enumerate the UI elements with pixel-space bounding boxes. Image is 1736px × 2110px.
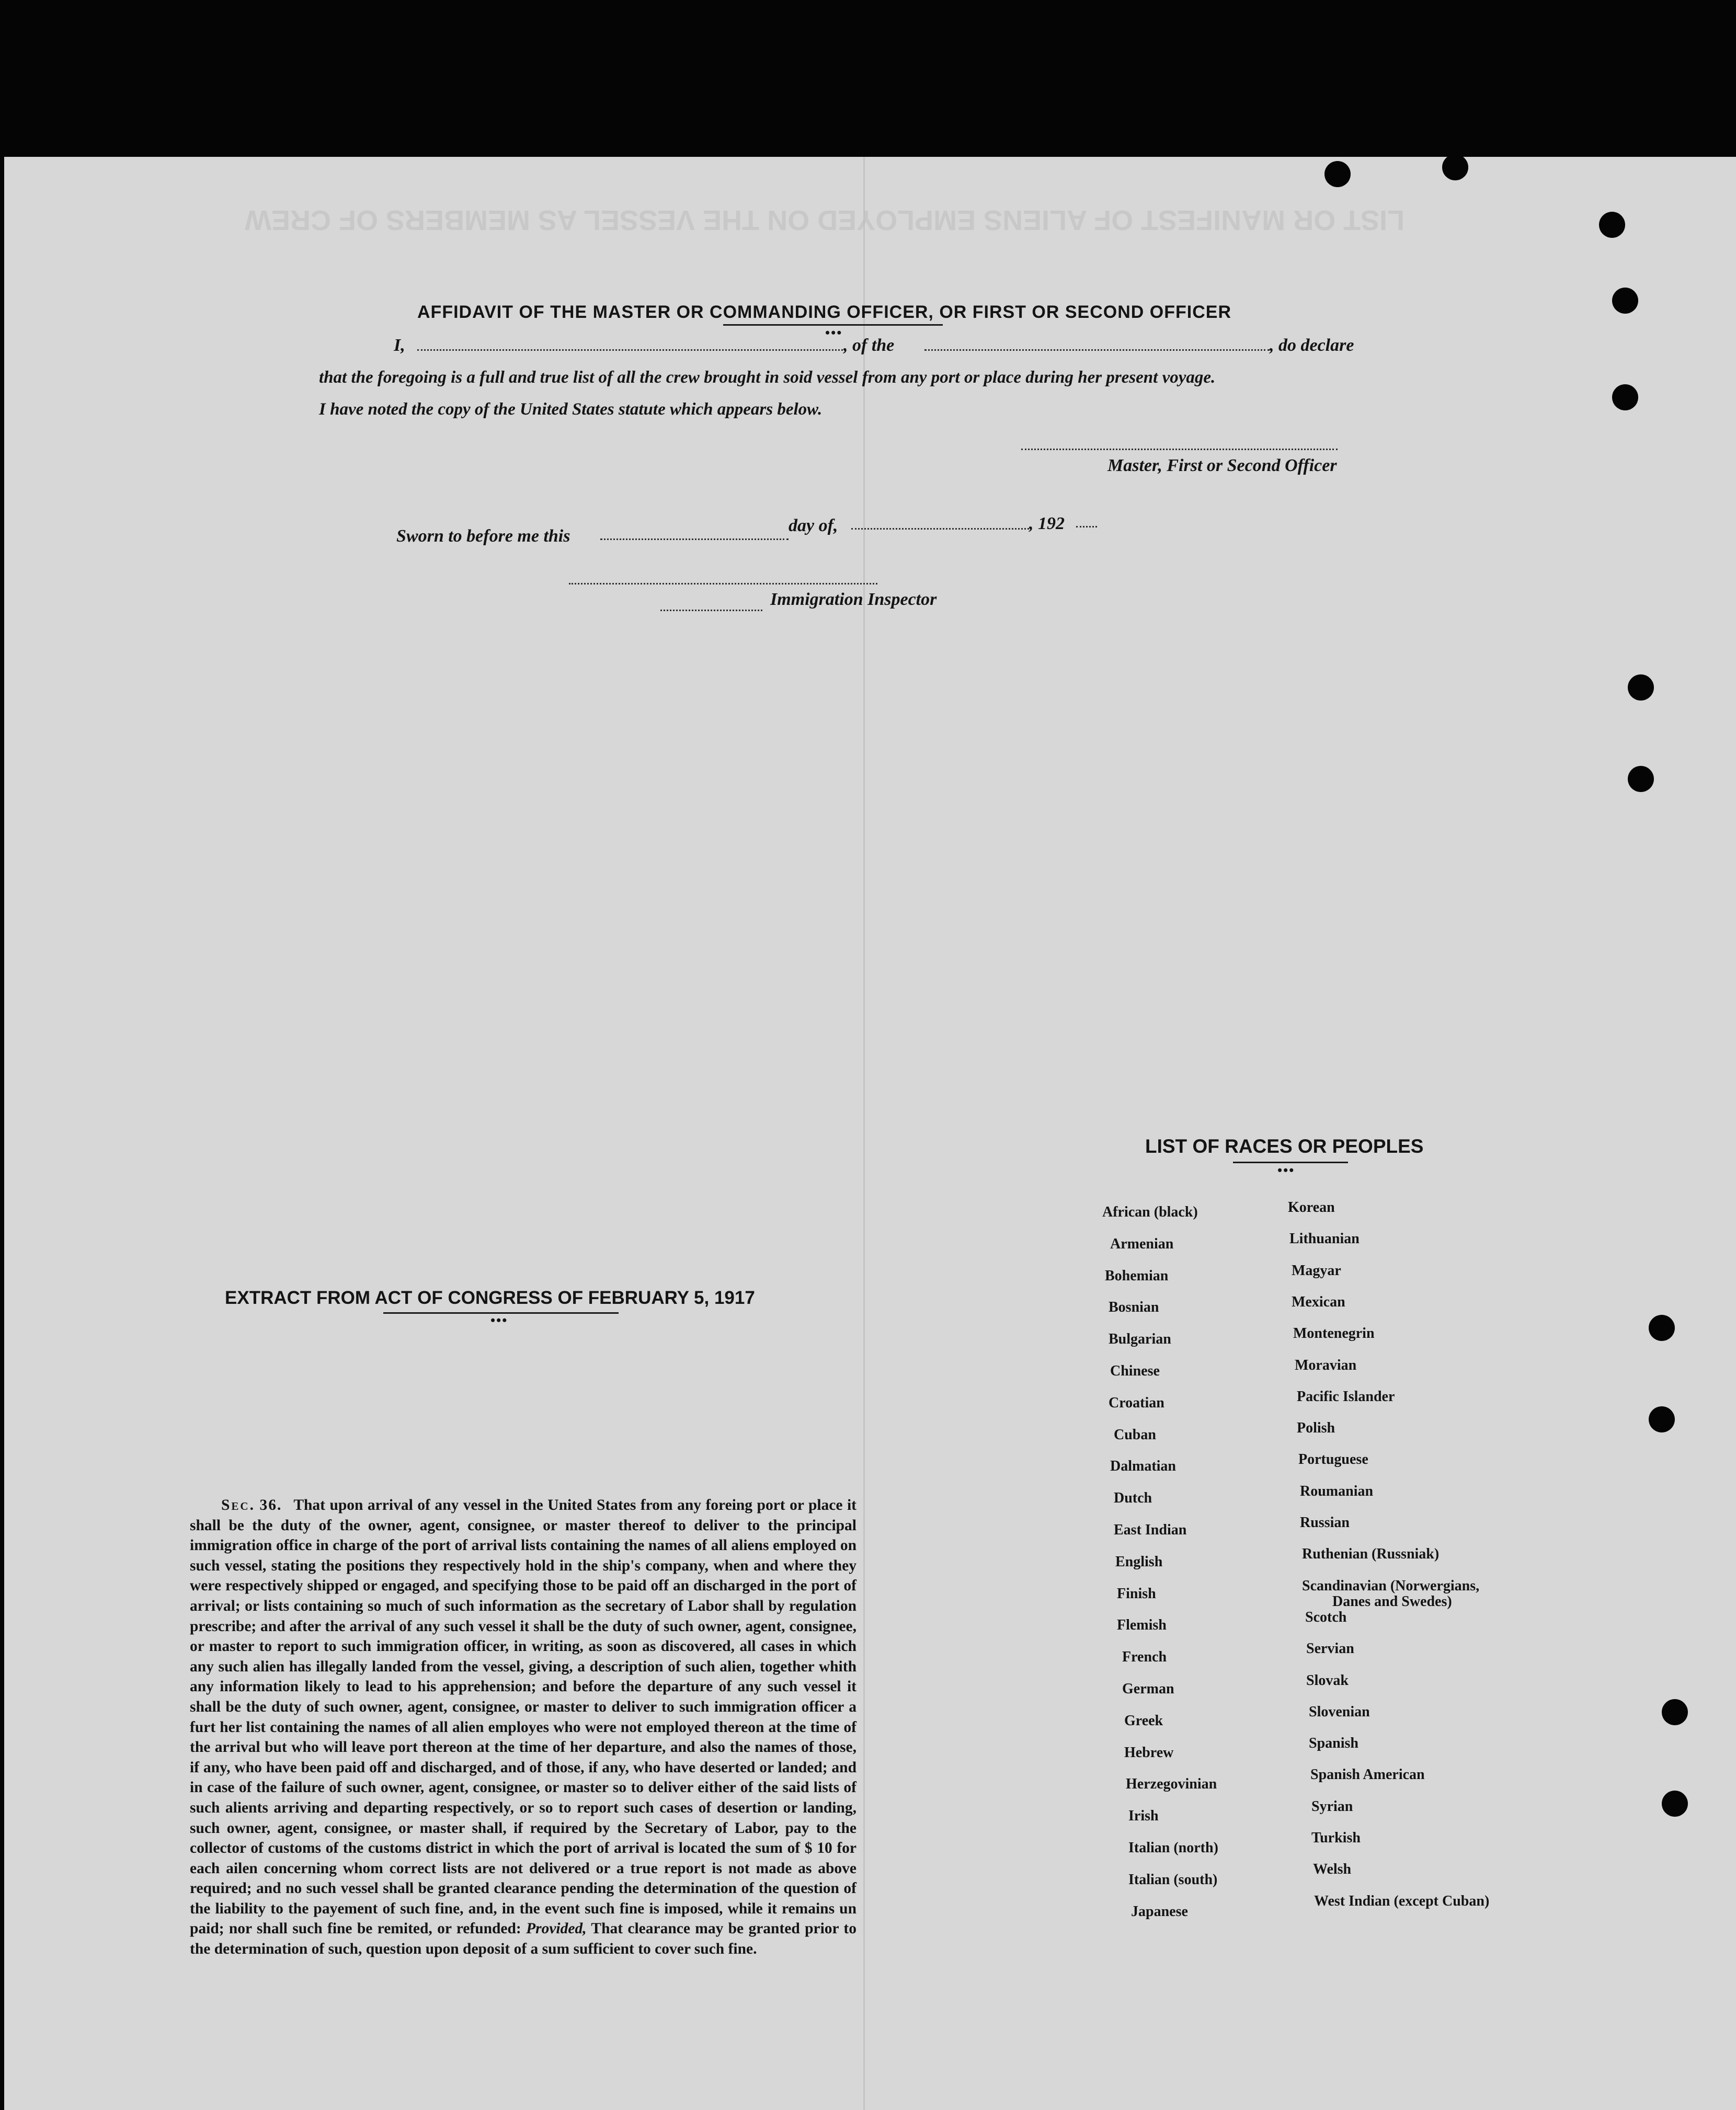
race-item: Herzegovinian [1126, 1776, 1217, 1793]
extract-sec-number: 36. [259, 1497, 282, 1513]
binder-hole [1628, 674, 1654, 701]
race-item: Moravian [1295, 1357, 1357, 1373]
race-item: Bulgarian [1109, 1331, 1171, 1348]
race-item: Slovak [1306, 1672, 1349, 1689]
race-item: Portuguese [1298, 1451, 1368, 1468]
race-item: Lithuanian [1289, 1231, 1360, 1247]
affidavit-i-label: I, [394, 336, 405, 355]
affidavit-do-declare: , do declare [1270, 336, 1354, 355]
extract-body-text: That upon arrival of any vessel in the United States from any foreing port or place it shall be the duty of the owner, agent, consignee, or master thereof to deliver to the principal immigration office in charge of the port of arrival lists containing the names of all aliens employed on such vessel, stating the positions they respectively hold in the ship's company, when and where they were respectively shipped or engaged, and specifying those to be paid off an discharged in the port of arrival; or lists containing so much of such information as the secretary of Labor shall by regulation prescribe; and after the arrival of any such vessel it shall be the duty of such owner, agent, consignee, or master to report to such immigration officer, in writing, as soon as discovered, all cases in which any such alien has illegally landed from the vessel, giving, a description of such alien, together whith any information likely to lead to his apprehension; and before the departure of any such vessel it shall be the duty of such owner, agent, consignee, or master to deliver to such immigration officer a furt her list containing the names of all alien employes who were not employed thereon at the time of the arrival but who will leave port thereon at the time of her departure, and also the names of those, if any, who have been paid off and discharged, and of those, if any, who have deserted or landed; and in case of the failure of such owner, agent, consignee, or master so to deliver either of the said lists of such alients arriving and departing respectively, or so to report such cases of desertion or landing, such owner, agent, consignee, or master shall, if required by the Secretary of Labor, pay to the collector of customs of the customs district in which the port of arrival is located the sum of $ 10 for each ailen concerning whom correct lists are not delivered or a true report is not made as above required; and no such vessel shall be granted clearance pending the determination of the question of the liability to the payement of such fine, and, in the event such fine is imposed, while it remains un paid; nor shall such fine be remited, or refunded: [190, 1497, 856, 1937]
extract-provided: Provided, [526, 1920, 587, 1937]
affidavit-signature-label: Master, First or Second Officer [1107, 456, 1337, 475]
affidavit-name-field[interactable] [417, 349, 846, 351]
binder-hole [1662, 1791, 1688, 1817]
affidavit-sworn: Sworn to before me this [396, 526, 570, 546]
affidavit-day-of: day of, [789, 516, 838, 535]
extract-body [190, 1495, 856, 1959]
binder-hole [1628, 766, 1654, 792]
affidavit-ornament: ••• [825, 325, 843, 340]
race-item: Armenian [1110, 1235, 1174, 1252]
extract-sec-label: Sec. [221, 1497, 255, 1513]
race-item: Magyar [1292, 1262, 1341, 1279]
race-item: Montenegrin [1293, 1325, 1375, 1342]
extract-tail: That clearance may be granted prior to the determination of such, question upon deposit of a sum sufficient to cover such fine. [190, 1920, 857, 1958]
race-item: Korean [1288, 1199, 1335, 1215]
race-item: Spanish American [1310, 1767, 1425, 1783]
binder-hole [1612, 288, 1638, 314]
race-item: Dutch [1114, 1490, 1152, 1507]
fold-crease [863, 157, 865, 2110]
race-item: Scandinavian (Norwergians, [1302, 1577, 1480, 1594]
extract-ornament: ••• [490, 1313, 508, 1328]
race-item: Russian [1300, 1515, 1350, 1531]
race-item: Slovenian [1309, 1703, 1370, 1720]
affidavit-month-field[interactable] [851, 528, 1029, 530]
race-item: Servian [1306, 1641, 1354, 1657]
affidavit-line1: that the foregoing is a full and true list of all the crew brought in soid vessel from any port or place during her present voyage. [319, 368, 1216, 387]
affidavit-year-field[interactable] [1076, 526, 1097, 528]
race-item: Greek [1124, 1712, 1163, 1729]
race-item: Cuban [1114, 1426, 1156, 1443]
race-item: Bohemian [1105, 1267, 1169, 1284]
extract-title: EXTRACT FROM ACT OF CONGRESS OF FEBRUARY 5, 1917 [225, 1288, 755, 1308]
race-item: African (black) [1102, 1204, 1198, 1220]
race-item: Chinese [1110, 1363, 1160, 1379]
race-item: Italian (north) [1128, 1840, 1218, 1856]
race-item: Dalmatian [1110, 1458, 1176, 1475]
affidavit-line2: I have noted the copy of the United States statute which appears below. [319, 400, 823, 419]
race-item: Bosnian [1109, 1299, 1159, 1316]
race-item: Flemish [1117, 1617, 1167, 1634]
affidavit-signature-field[interactable] [1021, 449, 1338, 450]
race-item: Pacific Islander [1297, 1388, 1395, 1405]
race-item: Irish [1128, 1808, 1159, 1825]
binder-hole [1649, 1406, 1675, 1432]
bleed-through-heading: LIST OR MANIFEST OF ALIENS EMPLOYED ON THE VESSEL AS MEMBERS OF CREW [245, 204, 1405, 236]
race-item: Syrian [1311, 1798, 1353, 1815]
affidavit-inspector-label: Immigration Inspector [770, 590, 937, 609]
affidavit-inspector-field[interactable] [569, 583, 877, 584]
race-item: Italian (south) [1128, 1871, 1218, 1888]
race-item: Polish [1297, 1420, 1335, 1437]
binder-hole [1324, 161, 1351, 187]
race-item: Finish [1117, 1585, 1156, 1602]
binder-hole [1612, 384, 1638, 410]
paper-sheet [4, 157, 1736, 2110]
race-item: Japanese [1131, 1903, 1188, 1920]
affidavit-day-field[interactable] [600, 538, 789, 540]
race-item: Turkish [1311, 1830, 1361, 1846]
affidavit-inspector-lead [660, 610, 762, 611]
race-item: East Indian [1114, 1522, 1187, 1538]
race-item: Hebrew [1124, 1744, 1174, 1761]
binder-hole [1662, 1699, 1688, 1725]
races-title: LIST OF RACES OR PEOPLES [1145, 1136, 1424, 1157]
affidavit-year: , 192 [1029, 514, 1065, 533]
binder-hole [1599, 212, 1625, 238]
race-item: English [1115, 1553, 1163, 1570]
race-item: Roumanian [1300, 1483, 1374, 1499]
binder-hole [1649, 1315, 1675, 1341]
affidavit-of-the: , of the [843, 336, 895, 355]
race-item: German [1122, 1681, 1174, 1697]
race-item: Mexican [1292, 1293, 1345, 1310]
race-item: Ruthenian (Russniak) [1302, 1546, 1440, 1563]
race-item: Croatian [1109, 1394, 1164, 1411]
affidavit-title: AFFIDAVIT OF THE MASTER OR COMMANDING OFFICER, OR FIRST OR SECOND OFFICER [417, 302, 1231, 322]
race-item: French [1122, 1649, 1167, 1666]
race-item: Scotch [1305, 1609, 1347, 1625]
binder-hole [1442, 157, 1468, 180]
races-ornament: ••• [1277, 1163, 1295, 1178]
race-item: West Indian (except Cuban) [1314, 1893, 1490, 1909]
affidavit-vessel-field[interactable] [924, 349, 1270, 351]
race-item: Welsh [1313, 1861, 1352, 1878]
race-item: Spanish [1309, 1735, 1358, 1752]
race-item: Danes and Swedes) [1332, 1593, 1452, 1610]
